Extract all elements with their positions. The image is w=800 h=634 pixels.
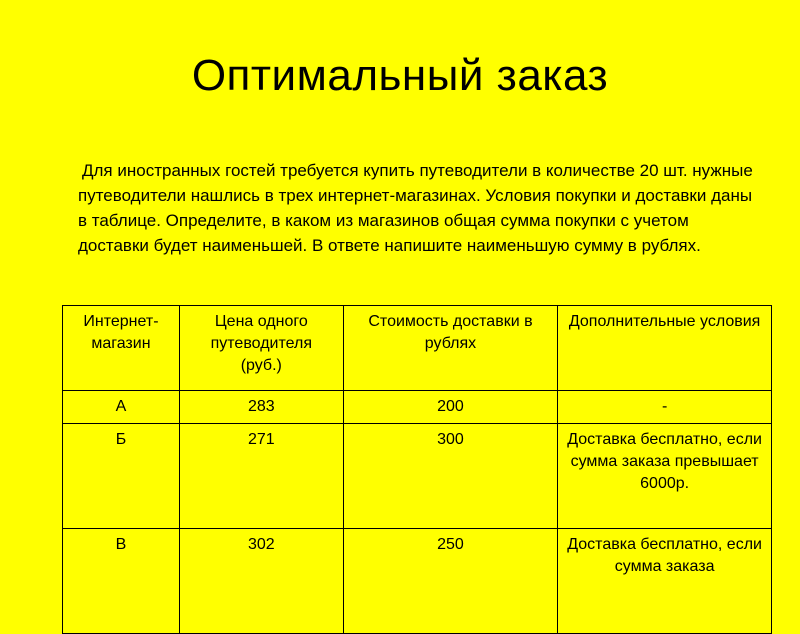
table-header-row <box>63 306 772 391</box>
header-cell-shop: Интернет-магазин <box>63 306 180 391</box>
cell-shop: А <box>63 391 180 424</box>
header-cell-price: Цена одного путеводителя (руб.) <box>179 306 343 391</box>
cell-delivery: 300 <box>343 424 558 529</box>
cell-delivery: 200 <box>343 391 558 424</box>
cell-delivery: 250 <box>343 529 558 634</box>
table-row <box>63 391 772 424</box>
table-row <box>63 424 772 529</box>
shops-table <box>62 305 772 634</box>
cell-conditions: Доставка бесплатно, если сумма заказа <box>558 529 772 634</box>
header-cell-delivery: Стоимость доставки в рублях <box>343 306 558 391</box>
table-row <box>63 529 772 634</box>
cell-conditions: Доставка бесплатно, если сумма заказа превышает 6000р. <box>558 424 772 529</box>
cell-conditions: - <box>558 391 772 424</box>
cell-shop: Б <box>63 424 180 529</box>
cell-shop: В <box>63 529 180 634</box>
header-cell-conditions: Дополнительные условия <box>558 306 772 391</box>
task-description: Для иностранных гостей требуется купить путеводители в количестве 20 шт. нужные путеводители нашлись в трех интернет-магазинах. Условия покупки и доставки даны в таблице. Определите, в каком из магазинов общая сумма покупки с учетом доставки будет наименьшей. В ответе напишите наименьшую сумму в рублях. <box>78 161 753 255</box>
slide-title: Оптимальный заказ <box>191 51 609 100</box>
cell-price: 302 <box>179 529 343 634</box>
cell-price: 283 <box>179 391 343 424</box>
cell-price: 271 <box>179 424 343 529</box>
